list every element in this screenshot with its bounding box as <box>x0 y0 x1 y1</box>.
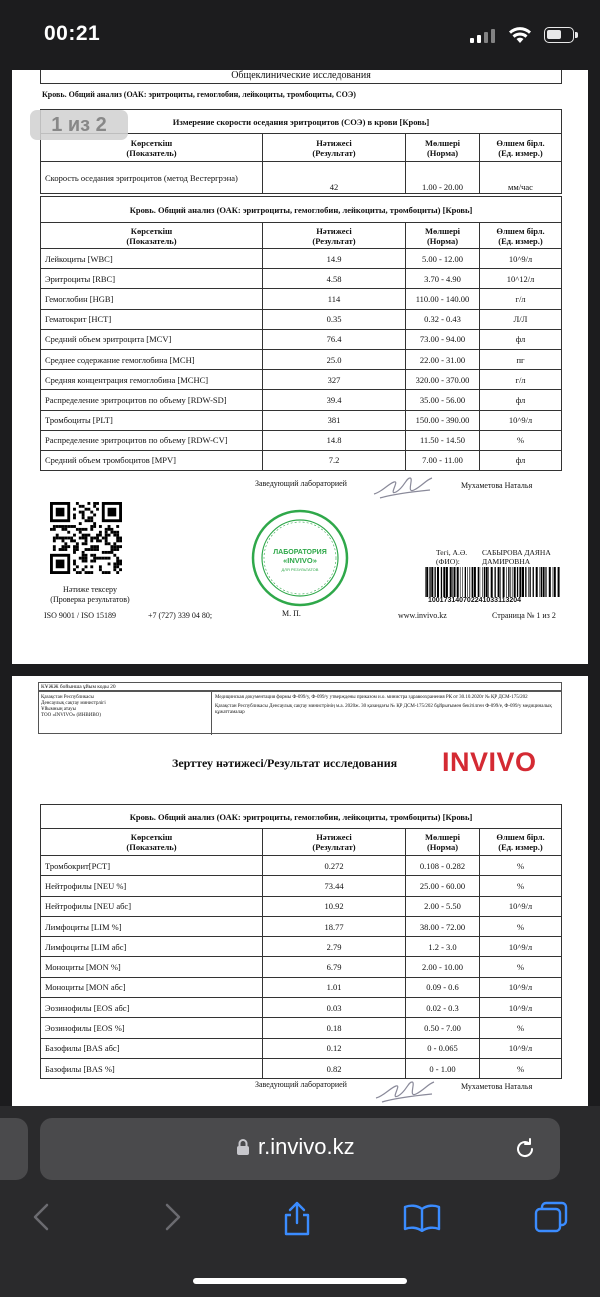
lab-head-label: Заведующий лабораторией <box>255 479 347 488</box>
cell-result: 381 <box>263 410 406 430</box>
cell-norm: 0.02 - 0.3 <box>406 998 480 1018</box>
signature-image-2 <box>372 1078 442 1104</box>
cell-unit: 10^12/л <box>480 269 562 289</box>
form-header-box <box>38 684 562 734</box>
cbc-table-2 <box>40 804 562 1079</box>
table-row <box>41 370 562 390</box>
esr-result: 42 <box>263 162 406 194</box>
cell-norm: 3.70 - 4.90 <box>406 269 480 289</box>
cell-result: 39.4 <box>263 390 406 410</box>
cell-unit: фл <box>480 329 562 349</box>
cell-indicator: Гематокрит [HCT] <box>41 309 263 329</box>
page-header: Общеклинические исследования <box>40 70 562 84</box>
address-text: r.invivo.kz <box>258 1134 355 1159</box>
cell-indicator: Базофилы [BAS абс] <box>41 1038 263 1058</box>
cell-indicator: Лимфоциты [LIM абс] <box>41 937 263 957</box>
col-header-norm: Мөлшері (Норма) <box>406 829 480 856</box>
cell-unit: Л/Л <box>480 309 562 329</box>
form-left-2: Денсаулық сақтау министрлігі <box>41 701 106 706</box>
cell-unit: фл <box>480 450 562 470</box>
lab-head-label-2: Заведующий лабораторией <box>255 1080 347 1089</box>
col-header-unit: Өлшем бірл. (Ед. измер.) <box>480 134 562 162</box>
lab-head-name-2: Мухаметова Наталья <box>461 1082 533 1091</box>
cell-norm: 35.00 - 56.00 <box>406 390 480 410</box>
document-page-1 <box>12 70 588 664</box>
cell-indicator: Среднее содержание гемоглобина [MCH] <box>41 349 263 369</box>
cell-result: 76.4 <box>263 329 406 349</box>
cell-unit: % <box>480 957 562 977</box>
patient-name-1: САБЫРОВА ДАЯНА <box>482 548 551 557</box>
cell-unit: % <box>480 876 562 896</box>
qr-caption-2: (Проверка результатов) <box>50 595 130 604</box>
cell-norm: 73.00 - 94.00 <box>406 329 480 349</box>
cell-unit: 10^9/л <box>480 937 562 957</box>
table-row <box>41 1058 562 1078</box>
cell-norm: 5.00 - 12.00 <box>406 249 480 269</box>
table-row <box>41 390 562 410</box>
esr-table-caption: Измерение скорости оседания эритроцитов (СОЭ) в крови [Кровь] <box>41 110 562 134</box>
cell-indicator: Моноциты [MON %] <box>41 957 263 977</box>
cell-unit: 10^9/л <box>480 977 562 997</box>
cell-norm: 38.00 - 72.00 <box>406 916 480 936</box>
cbc-table <box>40 196 562 471</box>
cell-result: 14.8 <box>263 430 406 450</box>
table-row <box>41 162 562 194</box>
cell-norm: 0.09 - 0.6 <box>406 977 480 997</box>
cell-indicator: Базофилы [BAS %] <box>41 1058 263 1078</box>
table-row <box>41 998 562 1018</box>
tabs-icon[interactable] <box>532 1201 570 1235</box>
cbc-table-caption: Кровь. Общий анализ (ОАК: эритроциты, гемоглобин, лейкоциты, тромбоциты) [Кровь] <box>41 197 562 223</box>
table-row <box>41 309 562 329</box>
invivo-logo: INVIVO <box>442 747 537 777</box>
cell-indicator: Моноциты [MON абс] <box>41 977 263 997</box>
cell-indicator: Средний объем тромбоцитов [MPV] <box>41 450 263 470</box>
cbc2-table-caption: Кровь. Общий анализ (ОАК: эритроциты, гемоглобин, лейкоциты, тромбоциты) [Кровь] <box>41 805 562 829</box>
cell-unit: % <box>480 916 562 936</box>
bookmarks-icon[interactable] <box>403 1204 441 1232</box>
col-header-unit: Өлшем бірл. (Ед. измер.) <box>480 223 562 249</box>
esr-name: Скорость оседания эритроцитов (метод Вестергрэна) <box>41 162 263 194</box>
table-row <box>41 450 562 470</box>
lab-head-name: Мухаметова Наталья <box>461 481 533 490</box>
cell-unit: % <box>480 1058 562 1078</box>
cell-norm: 1.2 - 3.0 <box>406 937 480 957</box>
lock-icon <box>236 1138 250 1156</box>
cell-indicator: Нейтрофилы [NEU абс] <box>41 896 263 916</box>
cell-norm: 0.108 - 0.282 <box>406 856 480 876</box>
table-row <box>41 329 562 349</box>
qr-caption-1: Нәтиже тексеру <box>63 585 117 594</box>
status-time: 00:21 <box>44 22 101 45</box>
cell-norm: 2.00 - 5.50 <box>406 896 480 916</box>
cell-indicator: Эозинофилы [EOS %] <box>41 1018 263 1038</box>
cell-unit: % <box>480 430 562 450</box>
share-icon[interactable] <box>281 1201 313 1237</box>
page-indicator: 1 из 2 <box>30 110 128 140</box>
cell-unit: 10^9/л <box>480 410 562 430</box>
mp-text: М. П. <box>282 609 301 618</box>
section-title: Кровь. Общий анализ (ОАК: эритроциты, гемоглобин, лейкоциты, тромбоциты, СОЭ) <box>42 90 356 99</box>
table-row <box>41 896 562 916</box>
table-row <box>41 957 562 977</box>
cell-indicator: Нейтрофилы [NEU %] <box>41 876 263 896</box>
esr-unit: мм/час <box>480 162 562 194</box>
cell-unit: % <box>480 856 562 876</box>
table-row <box>41 1038 562 1058</box>
cell-result: 0.82 <box>263 1058 406 1078</box>
col-header-result: Нәтижесі (Результат) <box>263 829 406 856</box>
cell-unit: 10^9/л <box>480 998 562 1018</box>
col-header-norm: Мөлшері (Норма) <box>406 223 480 249</box>
result-title: Зерттеу нәтижесі/Результат исследования <box>172 756 398 770</box>
wifi-icon <box>508 26 532 44</box>
cell-norm: 22.00 - 31.00 <box>406 349 480 369</box>
cell-norm: 0.50 - 7.00 <box>406 1018 480 1038</box>
previous-tab-preview[interactable] <box>0 1118 28 1180</box>
cell-norm: 320.00 - 370.00 <box>406 370 480 390</box>
reload-icon[interactable] <box>512 1136 538 1162</box>
cell-norm: 0 - 0.065 <box>406 1038 480 1058</box>
cell-norm: 11.50 - 14.50 <box>406 430 480 450</box>
cell-result: 327 <box>263 370 406 390</box>
stamp-text-1: ЛАБОРАТОРИЯ <box>273 549 327 556</box>
cell-result: 10.92 <box>263 896 406 916</box>
cell-indicator: Гемоглобин [HGB] <box>41 289 263 309</box>
cell-result: 0.12 <box>263 1038 406 1058</box>
document-page-2 <box>12 676 588 1106</box>
cell-result: 0.18 <box>263 1018 406 1038</box>
status-bar <box>0 0 600 70</box>
signature-image <box>370 474 440 500</box>
address-bar[interactable] <box>40 1118 560 1180</box>
form-right-block <box>215 695 559 716</box>
cell-indicator: Эритроциты [RBC] <box>41 269 263 289</box>
table-row <box>41 410 562 430</box>
patient-name-2: ДАМИРОВНА <box>482 557 531 566</box>
cell-norm: 0 - 1.00 <box>406 1058 480 1078</box>
table-row <box>41 876 562 896</box>
col-header-indicator: Көрсеткіш (Показатель) <box>41 134 263 162</box>
cell-result: 114 <box>263 289 406 309</box>
lab-stamp <box>250 508 350 608</box>
patient-label-1: Тегі, А.Ә. <box>436 548 468 557</box>
cell-result: 25.0 <box>263 349 406 369</box>
table-row <box>41 430 562 450</box>
col-header-indicator: Көрсеткіш (Показатель) <box>41 829 263 856</box>
cell-result: 2.79 <box>263 937 406 957</box>
cell-indicator: Лимфоциты [LIM %] <box>41 916 263 936</box>
table-row <box>41 937 562 957</box>
cell-unit: г/л <box>480 289 562 309</box>
cell-unit: 10^9/л <box>480 1038 562 1058</box>
cell-unit: г/л <box>480 370 562 390</box>
barcode-image <box>425 567 561 597</box>
cell-indicator: Эозинофилы [EOS абс] <box>41 998 263 1018</box>
stamp-text-2: «INVIVO» <box>283 556 317 565</box>
table-row <box>41 269 562 289</box>
cell-unit: 10^9/л <box>480 896 562 916</box>
cell-unit: % <box>480 1018 562 1038</box>
cell-indicator: Средняя концентрация гемоглобина [MCHC] <box>41 370 263 390</box>
col-header-unit: Өлшем бірл. (Ед. измер.) <box>480 829 562 856</box>
cell-result: 0.35 <box>263 309 406 329</box>
table-row <box>41 249 562 269</box>
form-left-3: Ұйымның атауы <box>41 707 76 712</box>
cell-norm: 110.00 - 140.00 <box>406 289 480 309</box>
cell-result: 0.03 <box>263 998 406 1018</box>
table-row <box>41 1018 562 1038</box>
col-header-result: Нәтижесі (Результат) <box>263 223 406 249</box>
cell-norm: 2.00 - 10.00 <box>406 957 480 977</box>
table-row <box>41 977 562 997</box>
table-row <box>41 349 562 369</box>
col-header-result: Нәтижесі (Результат) <box>263 134 406 162</box>
cell-unit: фл <box>480 390 562 410</box>
battery-icon <box>544 27 574 43</box>
cell-unit: 10^9/л <box>480 249 562 269</box>
cell-norm: 150.00 - 390.00 <box>406 410 480 430</box>
home-indicator <box>193 1278 407 1284</box>
col-header-indicator: Көрсеткіш (Показатель) <box>41 223 263 249</box>
cell-norm: 25.00 - 60.00 <box>406 876 480 896</box>
patient-name <box>482 548 551 566</box>
cell-result: 1.01 <box>263 977 406 997</box>
cellular-signal-icon <box>470 29 495 43</box>
form-left-block <box>41 695 211 719</box>
cell-indicator: Тромбоциты [PLT] <box>41 410 263 430</box>
cell-result: 14.9 <box>263 249 406 269</box>
cell-result: 18.77 <box>263 916 406 936</box>
patient-label-2: (ФИО): <box>436 557 460 566</box>
barcode-number: 10017314070224103311320​4 <box>428 597 522 604</box>
cell-result: 0.272 <box>263 856 406 876</box>
forward-icon[interactable] <box>160 1201 184 1233</box>
cell-result: 4.58 <box>263 269 406 289</box>
patient-label <box>436 548 467 566</box>
iso-text: ISO 9001 / ISO 15189 <box>44 611 117 620</box>
table-row <box>41 916 562 936</box>
cell-indicator: Средний объем эритроцита [MCV] <box>41 329 263 349</box>
table-row <box>41 289 562 309</box>
cell-norm: 0.32 - 0.43 <box>406 309 480 329</box>
qr-code[interactable] <box>50 502 122 574</box>
stamp-icon <box>250 508 350 608</box>
form-left-1: Қазақстан Республикасы <box>41 695 94 700</box>
cell-result: 6.79 <box>263 957 406 977</box>
website-link[interactable]: www.invivo.kz <box>398 611 447 620</box>
page-number: Страница № 1 из 2 <box>492 611 556 620</box>
form-line: КҰЖЖ бойынша ұйым коды 20 <box>38 682 562 692</box>
cell-indicator: Лейкоциты [WBC] <box>41 249 263 269</box>
cell-unit: пг <box>480 349 562 369</box>
cell-indicator: Распределение эритроцитов по объему [RDW-CV] <box>41 430 263 450</box>
back-icon[interactable] <box>30 1201 54 1233</box>
cell-result: 73.44 <box>263 876 406 896</box>
phone-text: +7 (727) 339 04 80; <box>148 611 213 620</box>
col-header-norm: Мөлшері (Норма) <box>406 134 480 162</box>
esr-norm: 1.00 - 20.00 <box>406 162 480 194</box>
cell-indicator: Распределение эритроцитов по объему [RDW-SD] <box>41 390 263 410</box>
form-left-4: ТОО «INVIVO» (ИНВИВО) <box>41 713 101 718</box>
stamp-text-3: ДЛЯ РЕЗУЛЬТАТОВ <box>281 567 319 572</box>
cell-norm: 7.00 - 11.00 <box>406 450 480 470</box>
form-right-2: Қазақстан Республикасы Денсаулық сақтау министрінің м.а. 2020ж. 30 қазандағы № ҚР ДСМ-175/202 бұйрығымен бекітілген Ф-099/е, Ф-099/у медициналық құжаттамалар <box>215 704 552 715</box>
form-right-1: Медицинская документация формы Ф-099/у, Ф-099/у утверждены приказом и.о. министра здравоохранения РК от 30.10.2020г № ҚР ДСМ-175/202 <box>215 695 528 700</box>
cell-indicator: Тромбокрит[PCT] <box>41 856 263 876</box>
table-row <box>41 856 562 876</box>
cell-result: 7.2 <box>263 450 406 470</box>
